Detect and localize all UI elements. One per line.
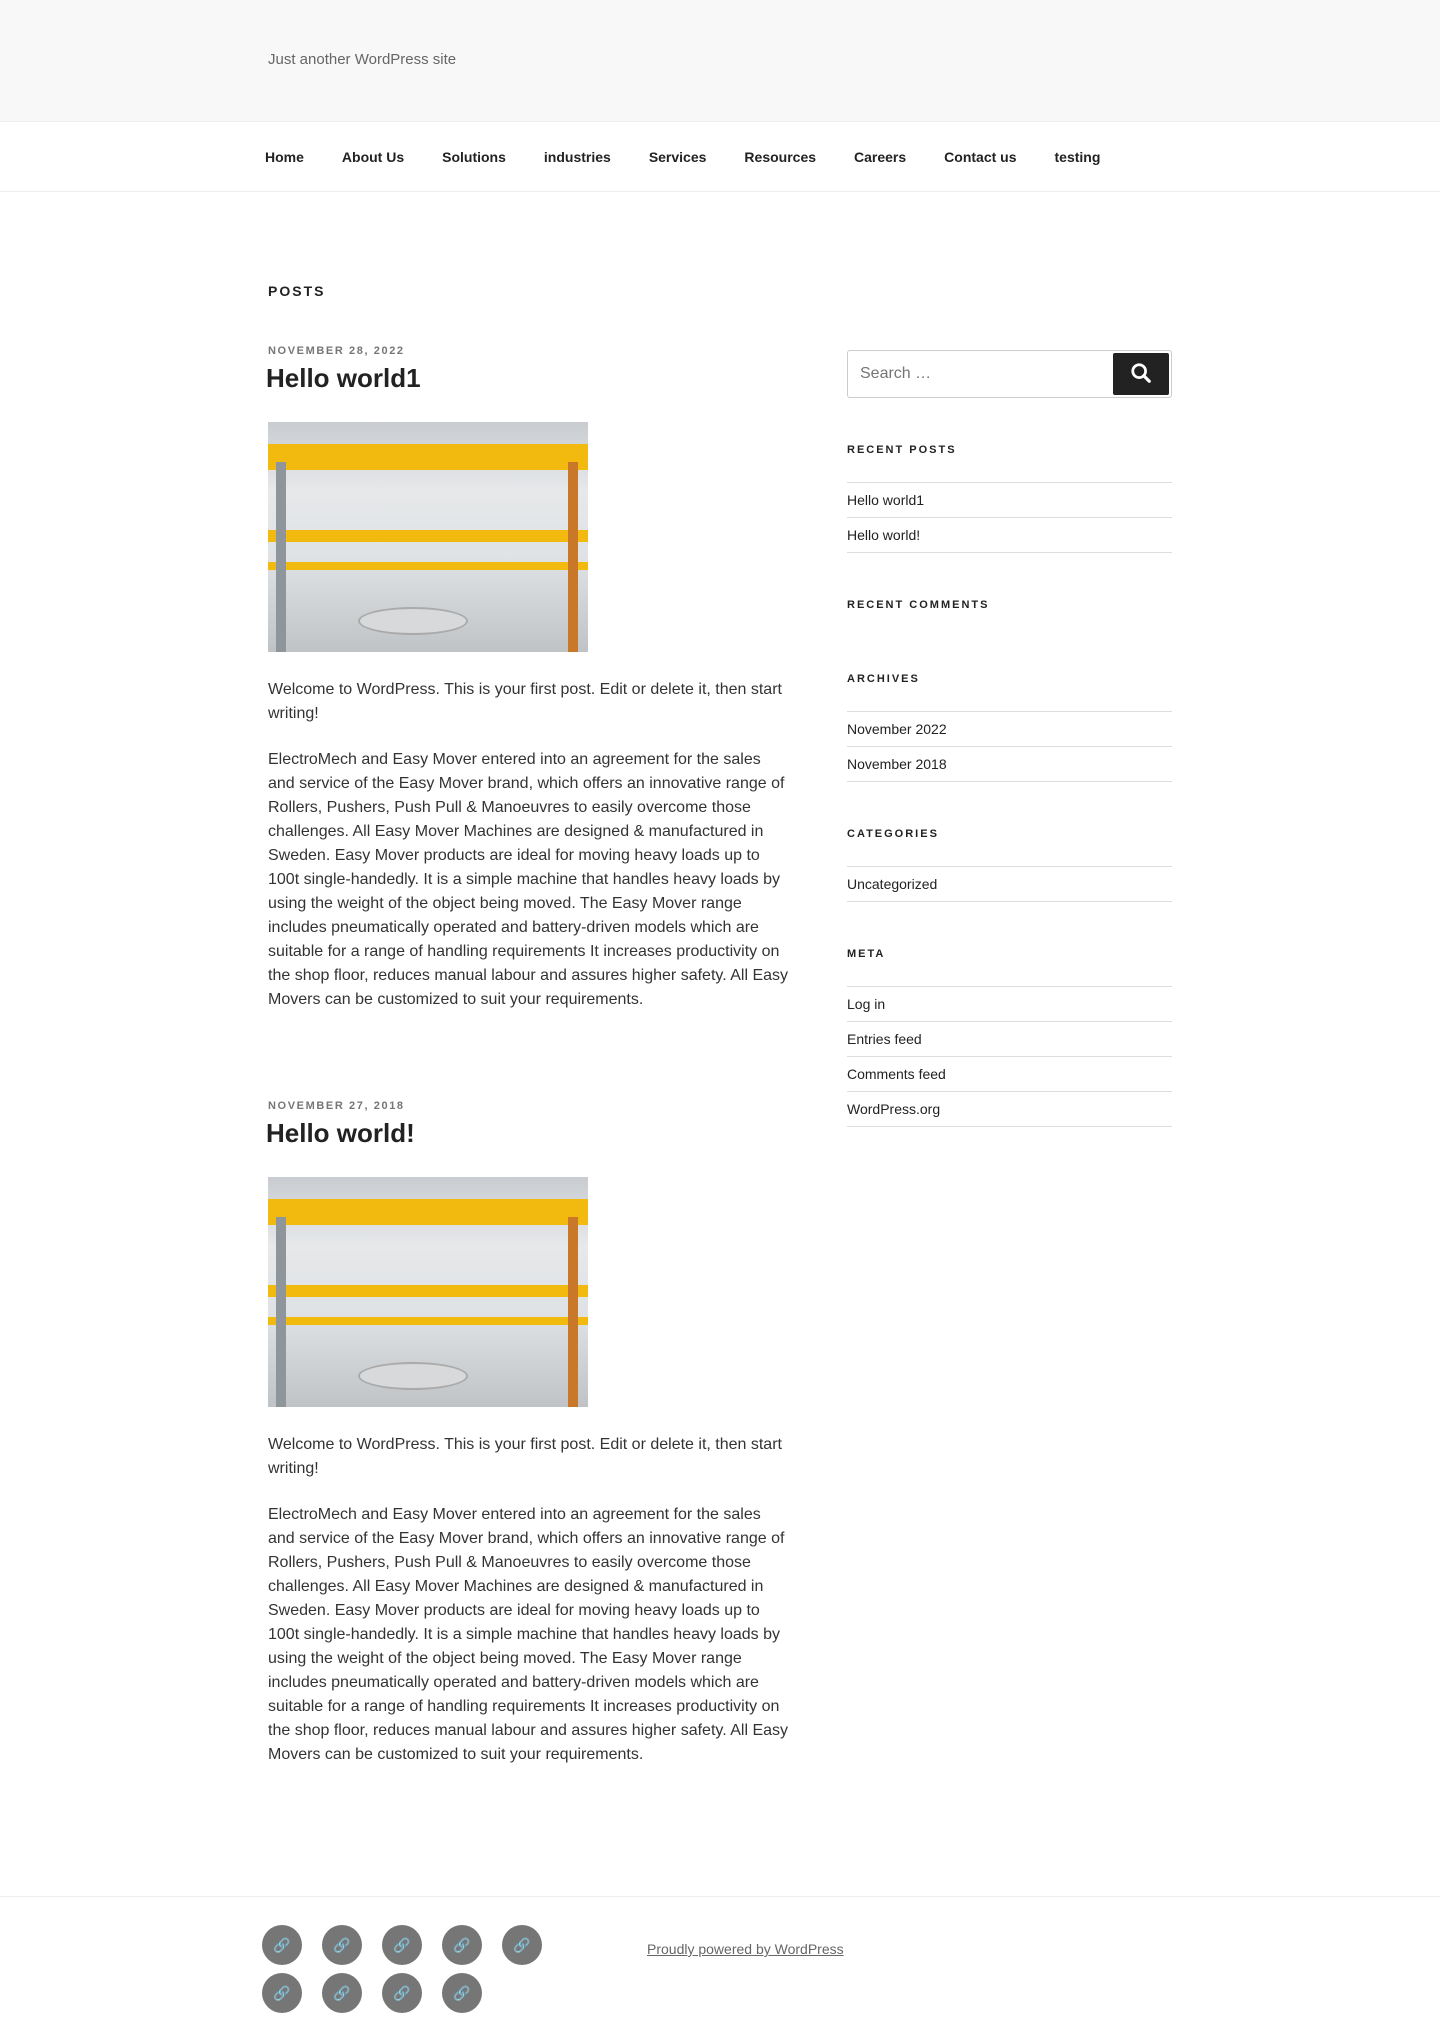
meta-login-link[interactable]: Log in — [847, 986, 1172, 1021]
archive-link[interactable]: November 2022 — [847, 711, 1172, 746]
nav-testing[interactable]: testing — [1054, 148, 1101, 165]
meta-wordpress-org-link[interactable]: WordPress.org — [847, 1091, 1172, 1126]
sidebar — [847, 350, 1172, 1127]
nav-home[interactable]: Home — [265, 148, 304, 165]
widget-title-categories: CATEGORIES — [847, 828, 939, 840]
post-date[interactable]: NOVEMBER 28, 2022 — [268, 345, 405, 357]
archive-link[interactable]: November 2018 — [847, 746, 1172, 781]
social-links — [262, 1925, 572, 2013]
post-content: ElectroMech and Easy Mover entered into an agreement for the sales and service of the Easy Mover brand, which offers an innovative range of Rollers, Pushers, Push Pull & Manoeuvres to easily overcome those challenges. All Easy Mover Machines are designed & manufactured in Sweden. Easy Mover products are ideal for moving heavy loads up to 100t single-handedly. It is a simple machine that handles heavy loads by using the weight of the object being moved. The Easy Mover range includes pneumatically operated and battery-driven models which are suitable for a range of handling requirements It increases productivity on the shop floor, reduces manual labour and assures higher safety. All Easy Movers can be customized to suit your requirements. — [268, 1506, 789, 1763]
social-link-icon[interactable]: 🔗 — [442, 1925, 482, 1965]
social-link-icon[interactable]: 🔗 — [382, 1925, 422, 1965]
social-link-icon[interactable]: 🔗 — [262, 1925, 302, 1965]
powered-by-link[interactable]: Proudly powered by WordPress — [647, 1941, 844, 1957]
widget-title-recent-posts: RECENT POSTS — [847, 444, 957, 456]
post-content: ElectroMech and Easy Mover entered into an agreement for the sales and service of the Easy Mover brand, which offers an innovative range of Rollers, Pushers, Push Pull & Manoeuvres to easily overcome those challenges. All Easy Mover Machines are designed & manufactured in Sweden. Easy Mover products are ideal for moving heavy loads up to 100t single-handedly. It is a simple machine that handles heavy loads by using the weight of the object being moved. The Easy Mover range includes pneumatically operated and battery-driven models which are suitable for a range of handling requirements It increases productivity on the shop floor, reduces manual labour and assures higher safety. All Easy Movers can be customized to suit your requirements. — [268, 751, 789, 1008]
social-link-icon[interactable]: 🔗 — [382, 1973, 422, 2013]
post-excerpt: Welcome to WordPress. This is your first post. Edit or delete it, then start writing! — [268, 681, 782, 722]
post-featured-image[interactable] — [268, 1177, 588, 1407]
widget-title-archives: ARCHIVES — [847, 673, 920, 685]
meta-entries-feed-link[interactable]: Entries feed — [847, 1021, 1172, 1056]
post-date[interactable]: NOVEMBER 27, 2018 — [268, 1100, 405, 1112]
widget-title-recent-comments: RECENT COMMENTS — [847, 599, 990, 611]
search-icon — [1130, 362, 1152, 384]
search-button[interactable] — [1113, 353, 1169, 395]
main-nav — [0, 122, 1440, 192]
social-link-icon[interactable]: 🔗 — [322, 1925, 362, 1965]
nav-services[interactable]: Services — [648, 148, 707, 165]
widget-title-meta: META — [847, 948, 886, 960]
post-title[interactable]: Hello world1 — [266, 363, 421, 393]
nav-careers[interactable]: Careers — [854, 148, 907, 165]
social-link-icon[interactable]: 🔗 — [502, 1925, 542, 1965]
social-link-icon[interactable]: 🔗 — [442, 1973, 482, 2013]
meta-comments-feed-link[interactable]: Comments feed — [847, 1056, 1172, 1091]
recent-posts-list — [847, 482, 1172, 553]
recent-post-link[interactable]: Hello world! — [847, 517, 1172, 552]
nav-about-us[interactable]: About Us — [341, 148, 405, 165]
search-input[interactable] — [848, 351, 1108, 397]
post — [268, 1100, 788, 1767]
site-tagline: Just another WordPress site — [268, 51, 457, 68]
search-form — [847, 350, 1172, 398]
post-featured-image[interactable] — [268, 422, 588, 652]
page-title: POSTS — [268, 283, 326, 299]
nav-resources[interactable]: Resources — [744, 148, 817, 165]
social-link-icon[interactable]: 🔗 — [262, 1973, 302, 2013]
category-link[interactable]: Uncategorized — [847, 866, 1172, 901]
recent-post-link[interactable]: Hello world1 — [847, 482, 1172, 517]
nav-contact-us[interactable]: Contact us — [944, 148, 1017, 165]
site-footer — [0, 1896, 1440, 2041]
post-title[interactable]: Hello world! — [266, 1118, 415, 1148]
nav-industries[interactable]: industries — [543, 148, 611, 165]
categories-list — [847, 866, 1172, 902]
meta-list — [847, 986, 1172, 1127]
archives-list — [847, 711, 1172, 782]
nav-solutions[interactable]: Solutions — [442, 148, 506, 165]
post — [268, 345, 788, 1012]
site-header — [0, 0, 1440, 122]
social-link-icon[interactable]: 🔗 — [322, 1973, 362, 2013]
post-excerpt: Welcome to WordPress. This is your first post. Edit or delete it, then start writing! — [268, 1436, 782, 1477]
